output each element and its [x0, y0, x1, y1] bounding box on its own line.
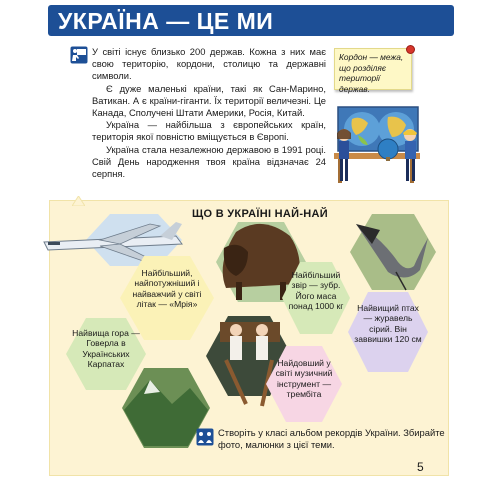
page-title: УКРАЇНА — ЦЕ МИ — [58, 8, 274, 34]
records-title: ЩО В УКРАЇНІ НАЙ-НАЙ — [191, 208, 329, 220]
page-number: 5 — [417, 460, 424, 474]
group-work-icon — [196, 428, 214, 446]
plane-record: Найбільший, найпотужніший і найважчий у світі літак — «Мрія» — [132, 268, 202, 310]
intro-paragraph: Є дуже маленькі країни, такі як Сан-Марино, Ватикан. А є країни-гіганти. Їх території величезні. Це Канада, Сполучені Штати Америки, Росія, Китай. — [92, 82, 326, 119]
mountain-record: Найвища гора — Говерла в Українських Карпатах — [72, 328, 140, 370]
task-text: Створіть у класі альбом рекордів України. Збирайте фото, малюнки з цієї теми. — [218, 427, 445, 450]
bison-record: Найбільший звір — зубр. Його маса понад 1000 кг — [288, 270, 344, 312]
intro-paragraph: Україна — найбільша з європейських країн, територія якої повністю вміщується в Європі. — [92, 119, 326, 143]
intro-paragraph: Україна стала незалежною державою в 1991 році. Свій День народження твоя країна відзначає 24 серпня. — [92, 143, 326, 180]
intro-paragraph: У світі існує близько 200 держав. Кожна з них має свою територію, кордони, столицю та державні символи. — [92, 46, 326, 82]
crane-record: Найвищий птах — журавель сірий. Він заввишки 120 см — [354, 303, 422, 345]
trembita-record: Найдовший у світі музичний інструмент — трембіта — [275, 358, 333, 400]
note-text: Кордон — межа, що розділяє території держав. — [339, 52, 404, 94]
crane-image — [350, 214, 436, 290]
